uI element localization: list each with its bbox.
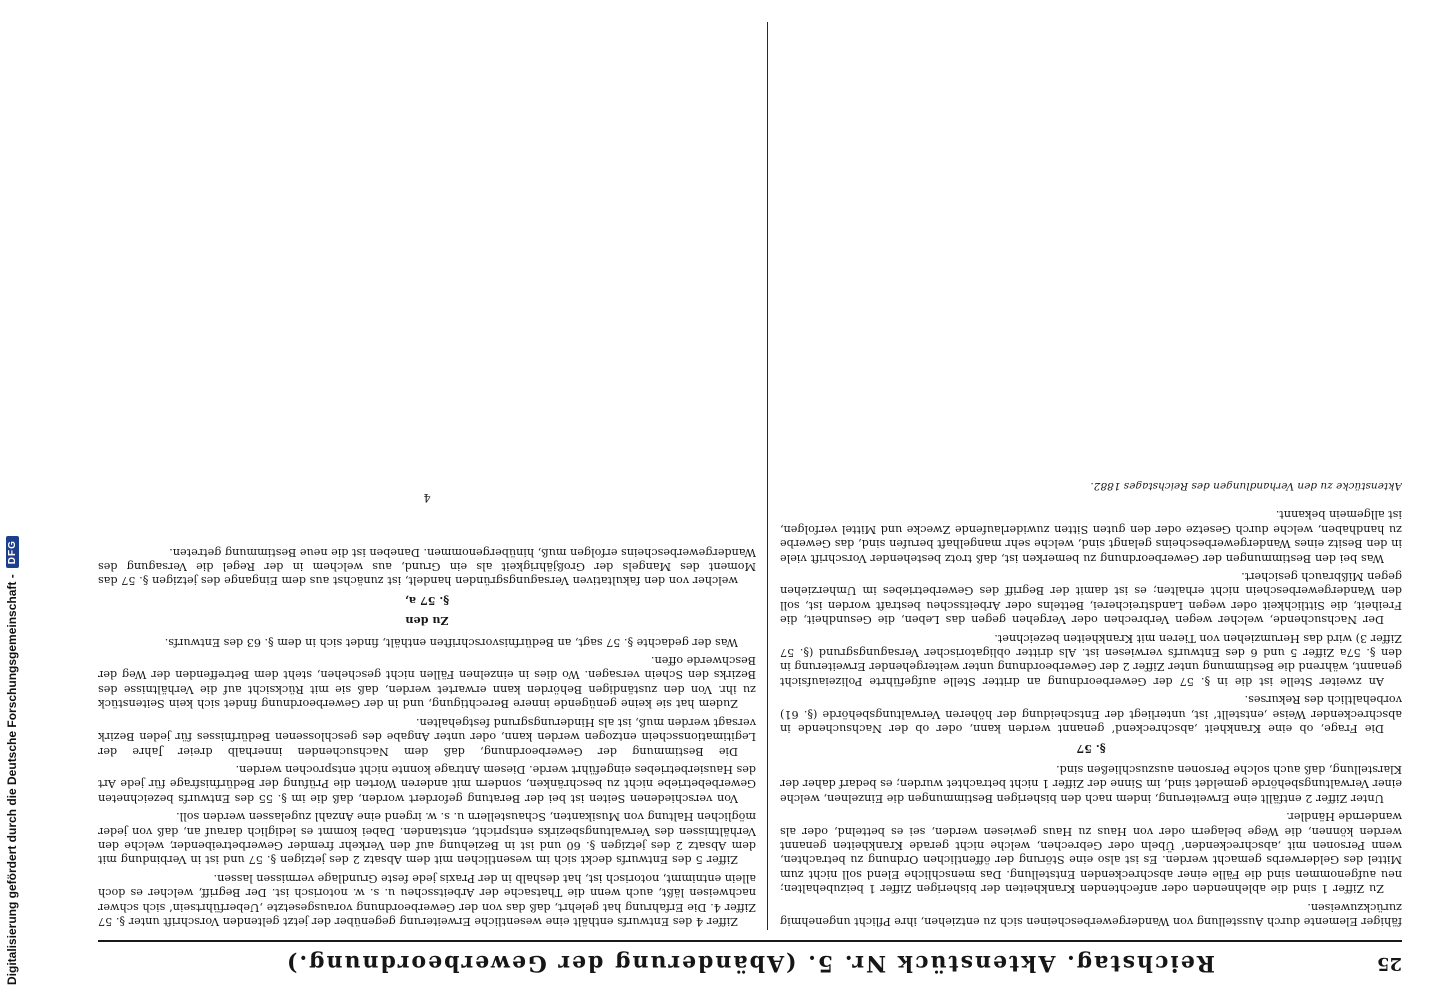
section-heading: §. 57	[1076, 741, 1106, 756]
page-header	[98, 940, 1402, 982]
paragraph: Was der gedachte §. 57 sagt, an Bedürfnisvorschriften enthält, findet sich in dem §. 63 des Entwurfs.	[164, 635, 738, 649]
paragraph: Unter Ziffer 2 entfällt eine Erweiterung, indem nach den bisherigen Bestimmungen die Einzelnen, welche einer Verwaltungsbehörde gemeldet sind, im Sinne der Ziffer 1 nicht betrachtet wurden; es bedarf daher der Klarstellung, daß auch solche Personen auszuschließen sind.	[780, 762, 1402, 805]
credit-text: Digitalisierung gefördert durch die Deutsche Forschungsgemeinschaft -	[5, 574, 19, 985]
left-column	[780, 18, 1402, 928]
right-column	[98, 18, 756, 928]
credit-label	[1, 85, 23, 985]
paragraph: Ziffer 4 des Entwurfs enthält eine wesentliche Erweiterung gegenüber der jetzt geltenden Vorschrift unter §. 57 Ziffer 4. Die Erfahrung hat gelehrt, daß das von der Gewerbeordnung vorausgesetzte ‚Ueberführtsein‘ sich schwer nachweisen läßt, auch wenn die Thatsache der Arbeitsscheu u. s. w. notorisch ist. Der Begriff, welcher es doch allein entnimmt, notorisch ist, hat deshalb in der Praxis jede feste Grundlage vermissen lassen.	[98, 871, 756, 928]
section-heading: §. 57 a,	[404, 593, 450, 608]
paragraph: fähiger Elemente durch Ausstellung von Wandergewerbescheinen sich zu entziehen, ihre Pflicht ungenehmig zurückzuweisen.	[780, 900, 1402, 928]
paragraph: Was bei den Bestimmungen der Gewerbeordnung zu bemerken ist, daß trotz bestehender Vorschrift viele in den Besitz eines Wandergewerbescheins gelangt sind, welche sehr mangelhaft berufen sind, das Gewerbe zu handhaben, welche durch Gesetze oder den guten Sitten zuwiderlaufende Zwecke und Mittel verfolgen, ist allgemein bekannt.	[780, 508, 1402, 565]
paragraph: Zu Ziffer 1 sind die ablehnenden oder anfechtenden Krankheiten der bisherigen Ziffer 1 beizubehalten; neu aufgenommen sind die Fälle einer abschreckenden Entstellung. Das menschliche Elend soll nicht zum Mittel des Gelderwerbs gemacht werden. Es ist also eine Störung der öffentlichen Ordnung zu betrachten, wenn Personen mit ‚abschreckenden‘ Übeln oder Gebrechen, welche nicht gerade Krankheiten genannt werden können, die Wege belagern oder von Haus zu Haus gewiesen werden, sei es bettelnd, oder als wandernde Händler.	[780, 810, 1402, 896]
section-heading: Zu den	[405, 614, 449, 629]
paragraph: Ziffer 5 des Entwurfs deckt sich im wesentlichen mit dem Absatz 2 des jetzigen §. 57 und ist in Verbindung mit dem Absatz 2 des jetzigen §. 60 und ist in Beziehung auf den Verkehr fremder Gewerbetreibender, welche den Verhältnissen des Verwaltungsbezirks entspricht, entstanden. Dabei kommt es lediglich darauf an, daß von jeder möglichen Haltung von Musikanten, Schaustellern u. s. w. irgend eine Anzahl zugelassen werden soll.	[98, 810, 756, 867]
paragraph: Der Nachsuchende, welcher wegen Verbrechen oder Vergehen gegen das Leben, die Gesundheit, die Freiheit, die Sittlichkeit oder wegen Landstreicherei, Bettelns oder Arbeitsscheu bestraft worden ist, soll den Wandergewerbeschein nicht erhalten; es ist damit der Begriff des Gewerbetriebes im Umherziehen gegen Mißbrauch gesichert.	[780, 570, 1402, 627]
paragraph: welcher von den fakultativen Versagungsgründen handelt, ist zunächst aus dem Eingange des jetzigen §. 57 das Moment des Mangels der Großjährigkeit als ein Grund, aus welchem in der Regel die Versagung des Wandergewerbescheins erfolgen muß, hinübergenommen. Daneben ist die neue Bestimmung getreten.	[98, 545, 756, 588]
scanned-page	[60, 0, 1432, 1000]
paragraph: Die Bestimmung der Gewerbeordnung, daß dem Nachsuchenden innerhalb dreier Jahre der Legitimationsschein entzogen werden kann, oder unter Angabe des geschlossenen Bedürfnisses für jeden Bezirk versagt werden muß, ist als Hinderungsgrund festgehalten.	[98, 715, 756, 758]
paragraph: Die Frage, ob eine Krankheit ‚abschreckend‘ genannt werden kann, oder ob der Nachsuchende in abschreckender Weise ‚entstellt‘ ist, unterliegt der Entscheidung der höheren Verwaltungsbehörde (§. 61) vorbehaltlich des Rekurses.	[780, 693, 1402, 736]
column-divider	[767, 22, 768, 930]
running-head: Reichstag. Aktenstück Nr. 5. (Abänderung der Gewerbeordnung.)	[285, 950, 1215, 976]
paragraph: Von verschiedenen Seiten ist bei der Beratung gefordert worden, daß die im §. 55 des Entwurfs bezeichneten Gewerbebetriebe nicht zu beschränken, sondern mit anderen Worten die Prüfung der Bedürfnisfrage für jede Art des Hausierbetriebes eingeführt werde. Diesem Antrage konnte nicht entsprochen werden.	[98, 762, 756, 805]
signature-mark: 4	[423, 491, 431, 505]
paragraph: Zudem hat sie keine genügende innere Berechtigung, und in der Gewerbeordnung findet sich kein Seitenstück zu ihr. Von den zuständigen Behörden kann erwartet werden, daß sie mit Rücksicht auf die Verhältnisse des Bezirks den Schein versagen. Wo dies in einzelnen Fällen nicht geschehen, steht dem Betreffenden der Weg der Beschwerde offen.	[98, 654, 756, 711]
paragraph: An zweiter Stelle ist die in §. 57 der Gewerbeordnung an dritter Stelle aufgeführte Polizeiaufsicht genannt, während die Bestimmung unter Ziffer 2 der Gewerbeordnung unter weitergehender Erweiterung in den §. 57a Ziffer 5 und 6 des Entwurfs verwiesen ist. Als dritter obligatorischer Versagungsgrund (§. 57 Ziffer 3) wird das Herumziehen von Tieren mit Krankheiten bezeichnet.	[780, 631, 1402, 688]
dfg-logo: DFG	[6, 536, 19, 568]
footer-note: Aktenstücke zu den Verhandlungen des Reichstages 1882.	[1090, 480, 1402, 493]
page-number: 25	[1376, 953, 1402, 974]
credit-sidebar	[0, 0, 30, 1000]
